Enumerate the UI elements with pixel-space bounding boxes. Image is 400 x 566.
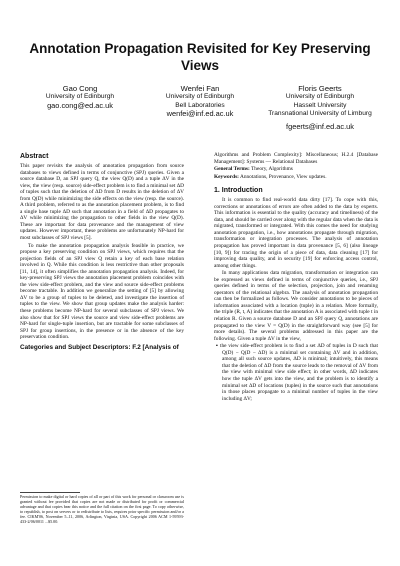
permission-text: Permission to make digital or hard copies of all or part of this work for personal or classroom use is granted without fee provided that copies are not made or distributed for profit or commercial advantage and that copies bear this notice and the full citation on the first page. To copy otherwise, to republish, to post on servers or to redistribute to lists, requires prior specific permission and/or a fee. CIKM'06, November 5–11, 2006, Arlington, Virginia, USA. Copyright 2006 ACM 1-59593-433-2/06/0011 ...$5.00. xyxy=(20,494,184,524)
introduction-heading: 1. Introduction xyxy=(214,187,263,195)
author-affiliation-2: Hasselt University xyxy=(293,101,347,109)
author-name: Gao Cong xyxy=(62,84,98,93)
bullet-view-side-effect: ▪ the view side-effect problem is to find a set ΔD of tuples in D such that Q(D) − Q(D − ΔD) is a minimal set containing ΔV and in addition, among all such source updates, ΔD is minimal; intuitively, this means that the deletion of ΔD from the source leads to the removal of ΔV from the view with minimal view side effect; in other words, ΔD indicates how the tuple ΔV gets into the view, and the problem is to identify a minimal set ΔD of locations (tuples) in the source such that annotations in those places propagate to a minimal number of tuples in the view including ΔV; xyxy=(216,343,378,402)
author-block xyxy=(20,84,380,131)
paper-title: Annotation Propagation Revisited for Key Preserving Views xyxy=(29,41,371,73)
author-2 xyxy=(140,84,260,131)
author-email: gao.cong@ed.ac.uk xyxy=(47,100,113,110)
author-affiliation: University of Edinburgh xyxy=(165,93,235,101)
author-affiliation-2: Bell Laboratories xyxy=(175,101,225,109)
keywords-label: Keywords: xyxy=(214,173,239,180)
footnote-rule xyxy=(20,492,80,493)
general-terms xyxy=(214,166,378,173)
general-terms-label: General Terms: xyxy=(214,166,250,173)
right-column xyxy=(214,152,378,403)
author-affiliation: University of Edinburgh xyxy=(285,93,355,101)
author-email: wenfei@inf.ed.ac.uk xyxy=(166,108,234,118)
categories-heading: Categories and Subject Descriptors: F.2 [Analysis of xyxy=(20,343,179,351)
author-affiliation: University of Edinburgh xyxy=(45,93,115,101)
author-1 xyxy=(20,84,140,131)
left-column xyxy=(20,152,184,353)
author-name: Wenfei Fan xyxy=(180,84,220,93)
abstract-paragraph-1: This paper revisits the analysis of annotation propagation from source databases to views defined in terms of conjunctive (SPJ) queries. Given a source database D, an SPJ query Q, the view Q(D) and a tuple ΔV in the view, the view (resp. source) side-effect problem is to find a minimal set ΔD of tuples such that the deletion of ΔD from D results in the deletion of ΔV from Q(D) while minimizing the side effects on the view (resp. the source). A third problem, referred to as the annotation placement problem, is to find a single base tuple ΔD such that annotation in a field of ΔD propagates to ΔV while minimizing the propagation to other fields in the view Q(D). These are important for data provenance and the management of view updates. However important, these problems are unfortunately NP-hard for most subclasses of SPJ views [5]. xyxy=(20,163,184,242)
intro-paragraph-2: In many applications data migration, transformation or integration can be expressed as views defined in terms of conjunctive queries, i.e., SPJ queries defined in terms of the selection, projection, join and renaming operators of the relational algebra. The analysis of annotation propagation can then be formalized as follows. We consider annotations to be pieces of information associated with a location (tuple) in a relation. More formally, the triple (R, t, A) indicates that the annotation A is associated with tuple t in relation R. Given a source database D and an SPJ query Q, annotations are propagated to the view V = Q(D) in the straightforward way (see [5] for more details). The several problems addressed in this paper are the following. Given a tuple ΔV in the view, xyxy=(214,270,378,342)
author-email: fgeerts@inf.ed.ac.uk xyxy=(286,122,354,132)
author-3 xyxy=(260,84,380,131)
abstract-paragraph-2: To make the annotation propagation analysis feasible in practice, we propose a key preserving condition on SPJ views, which requires that the projection fields of an SPJ view Q retain a key of each base relation involved in Q. While this condition is less restrictive than other proposals [11, 14], it often simplifies the annotation propagation analysis. Indeed, for key-preserving SPJ views the annotation placement problem coincides with the view side-effect problem, and the view and source side-effect problems become tractable. In addition we generalize the setting of [5] by allowing ΔV to be a group of tuples to be deleted, and investigate the insertion of tuples to the view. We show that group updates make the analysis harder: these problems become NP-hard for several subclasses of SPJ views. We also show that for SPJ views the source and view side-effect problems are NP-hard for single-tuple insertion, but are tractable for some subclasses of SPJ for group insertions, in the presence or in the absence of the key preservation condition. xyxy=(20,242,184,341)
keywords xyxy=(214,174,378,181)
general-terms-value: Theory, Algorithms xyxy=(251,166,293,173)
intro-paragraph-1: It is common to find real-world data dirty [17]. To cope with this, corrections or annotations of errors are often added to the data by experts. This information is essential to the quality (accuracy and timeliness) of the data, and should be carried over along with the regular data when the data is migrated, transformed or integrated. With this comes the need for studying annotation propagation, i.e., how annotations propagate through migration, transformation or integration processes. The analysis of annotation propagation has proved important in data provenance [5, 6] (also lineage [10, 9]) for tracing the origin of a piece of data, data cleaning [17] for improving data quality, and in security [19] for enforcing access control, among other things. xyxy=(214,197,378,269)
categories-continued: Algorithms and Problem Complexity]: Miscellaneous; H.2.4 [Database Management]: Systems — Relational Databases xyxy=(214,152,378,165)
permission-notice xyxy=(20,492,184,524)
keywords-value: Annotations, Provenance, View updates. xyxy=(239,173,327,180)
abstract-heading: Abstract xyxy=(20,153,49,160)
author-affiliation-3: Transnational University of Limburg xyxy=(268,109,372,117)
author-name: Floris Geerts xyxy=(298,84,342,93)
